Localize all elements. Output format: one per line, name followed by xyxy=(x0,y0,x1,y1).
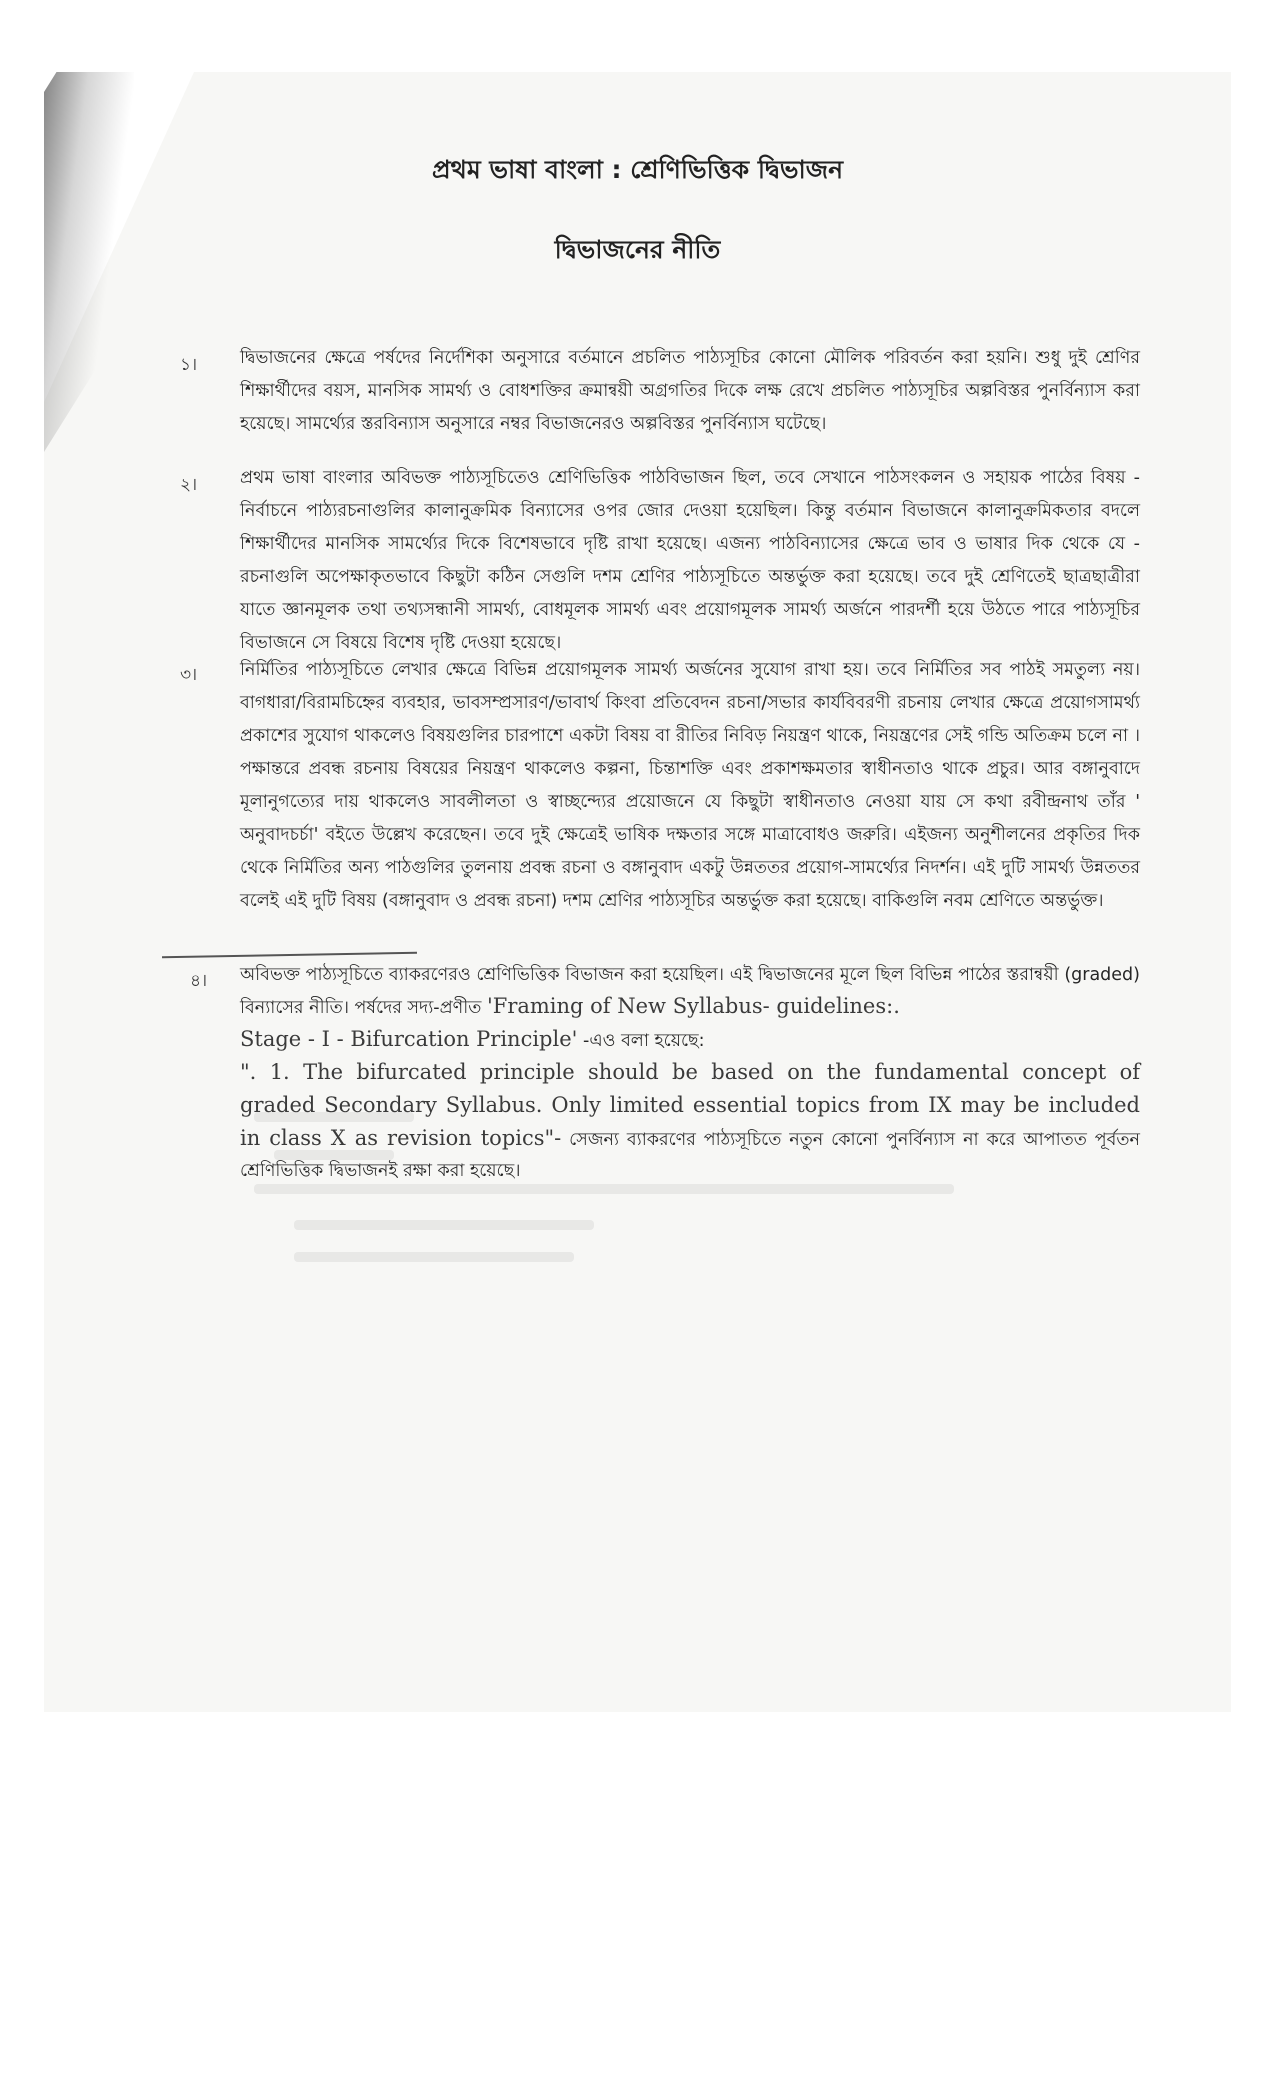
paragraph-4-english-quote: ". 1. The bifurcated principle should be based on the fundamental concept of graded Secondary Syllabus. Only limited essential topics from IX may be included in class X as revision topics"- xyxy=(240,1060,1140,1150)
bleed-through-mark xyxy=(274,1150,394,1160)
bleed-through-mark xyxy=(254,1184,954,1194)
paragraph-3: নির্মিতির পাঠ্যসূচিতে লেখার ক্ষেত্রে বিভিন্ন প্রয়োগমূলক সামর্থ্য অর্জনের সুযোগ রাখা হয়। তবে নির্মিতির সব পাঠই সমতুল্য নয়। বাগধারা/বিরামচিহ্নের ব্যবহার, ভাবসম্প্রসারণ/ভাবার্থ কিংবা প্রতিবেদন রচনা/সভার কার্যবিবরণী রচনায় লেখার ক্ষেত্রে প্রয়োগসামর্থ্য প্রকাশের সুযোগ থাকলেও বিষয়গুলির চারপাশে একটা বিষয় বা রীতির নিবিড় নিয়ন্ত্রণ থাকে, নিয়ন্ত্রণের সেই গন্ডি অতিক্রম চলে না । পক্ষান্তরে প্রবন্ধ রচনায় বিষয়ের নিয়ন্ত্রণ থাকলেও কল্পনা, চিন্তাশক্তি এবং প্রকাশক্ষমতার স্বাধীনতাও থাকে প্রচুর। আর বঙ্গানুবাদে মূলানুগত্যের দায় থাকলেও সাবলীলতা ও স্বাচ্ছন্দ্যের প্রয়োজনে যে কিছুটা স্বাধীনতাও নেওয়া যায় সে কথা রবীন্দ্রনাথ তাঁর ' অনুবাদচর্চা' বইতে উল্লেখ করেছেন। তবে দুই ক্ষেত্রেই ভাষিক দক্ষতার সঙ্গে মাত্রাবোধও জরুরি। এইজন্য অনুশীলনের প্রকৃতির দিক থেকে নির্মিতির অন্য পাঠগুলির তুলনায় প্রবন্ধ রচনা ও বঙ্গানুবাদ একটু উন্নততর প্রয়োগ-সামর্থ্যের নিদর্শন। এই দুটি সামর্থ্য উন্নততর বলেই এই দুটি বিষয় (বঙ্গানুবাদ ও প্রবন্ধ রচনা) দশম শ্রেণির পাঠ্যসূচির অন্তর্ভুক্ত করা হয়েছে। বাকিগুলি নবম শ্রেণিতে অন্তর্ভুক্ত। xyxy=(240,660,1140,911)
document-title: প্রথম ভাষা বাংলা : শ্রেণিভিত্তিক দ্বিভাজন xyxy=(431,155,844,184)
bleed-through-mark xyxy=(294,1220,594,1230)
paragraph-number-4: ৪। xyxy=(190,971,208,991)
paragraph-4-bengali-said: -এও বলা হয়েছে: xyxy=(583,1031,705,1051)
paragraph-4-bengali-conclusion: সেজন্য ব্যাকরণের পাঠ্যসূচিতে নতুন কোনো পুনর্বিন্যাস না করে আপাতত পূর্বতন শ্রেণিভিত্তিক দ্বিভাজনই রক্ষা করা হয়েছে। xyxy=(240,1130,1140,1181)
document-subtitle: দ্বিভাজনের নীতি xyxy=(554,235,721,264)
paragraph-4-english-stage: Stage - I - Bifurcation Principle' xyxy=(240,1027,578,1051)
pen-mark xyxy=(162,952,417,958)
paragraph-4-english-title: 'Framing of New Syllabus- guidelines:. xyxy=(486,994,900,1018)
scanned-page xyxy=(44,72,1231,1712)
paragraph-number-3: ৩। xyxy=(180,665,198,685)
paragraph-number-1: ১। xyxy=(180,355,198,375)
paragraph-2: প্রথম ভাষা বাংলার অবিভক্ত পাঠ্যসূচিতেও শ্রেণিভিত্তিক পাঠবিভাজন ছিল, তবে সেখানে পাঠসংকলন ও সহায়ক পাঠের বিষয় - নির্বাচনে পাঠ্যরচনাগুলির কালানুক্রমিক বিন্যাসের ওপর জোর দেওয়া হয়েছিল। কিন্তু বর্তমান বিভাজনে কালানুক্রমিকতার বদলে শিক্ষার্থীদের মানসিক সামর্থ্যের দিকে বিশেষভাবে দৃষ্টি রাখা হয়েছে। এজন্য পাঠবিন্যাসের ক্ষেত্রে ভাব ও ভাষার দিক থেকে যে - রচনাগুলি অপেক্ষাকৃতভাবে কিছুটা কঠিন সেগুলি দশম শ্রেণির পাঠ্যসূচিতে অন্তর্ভুক্ত করা হয়েছে। তবে দুই শ্রেণিতেই ছাত্রছাত্রীরা যাতে জ্ঞানমূলক তথা তথ্যসন্ধানী সামর্থ্য, বোধমূলক সামর্থ্য এবং প্রয়োগমূলক সামর্থ্য অর্জনে পারদর্শী হয়ে উঠতে পারে পাঠ্যসূচির বিভাজনে সে বিষয়ে বিশেষ দৃষ্টি দেওয়া হয়েছে। xyxy=(240,468,1140,653)
paragraph-1: দ্বিভাজনের ক্ষেত্রে পর্ষদের নির্দেশিকা অনুসারে বর্তমানে প্রচলিত পাঠ্যসূচির কোনো মৌলিক পরিবর্তন করা হয়নি। শুধু দুই শ্রেণির শিক্ষার্থীদের বয়স, মানসিক সামর্থ্য ও বোধশক্তির ক্রমান্বয়ী অগ্রগতির দিকে লক্ষ রেখে প্রচলিত পাঠ্যসূচির অল্পবিস্তর পুনর্বিন্যাস করা হয়েছে। সামর্থ্যের স্তরবিন্যাস অনুসারে নম্বর বিভাজনেরও অল্পবিস্তর পুনর্বিন্যাস ঘটেছে। xyxy=(240,348,1140,434)
paragraph-number-2: ২। xyxy=(180,475,198,495)
paragraph-4-bengali-intro: অবিভক্ত পাঠ্যসূচিতে ব্যাকরণেরও শ্রেণিভিত্তিক বিভাজন করা হয়েছিল। এই দ্বিভাজনের মূলে ছিল বিভিন্ন পাঠের স্তরান্বয়ী (graded) বিন্যাসের নীতি। পর্ষদের সদ্য-প্রণীত xyxy=(240,965,1140,1018)
bleed-through-mark xyxy=(254,1112,414,1122)
bleed-through-mark xyxy=(294,1252,574,1262)
